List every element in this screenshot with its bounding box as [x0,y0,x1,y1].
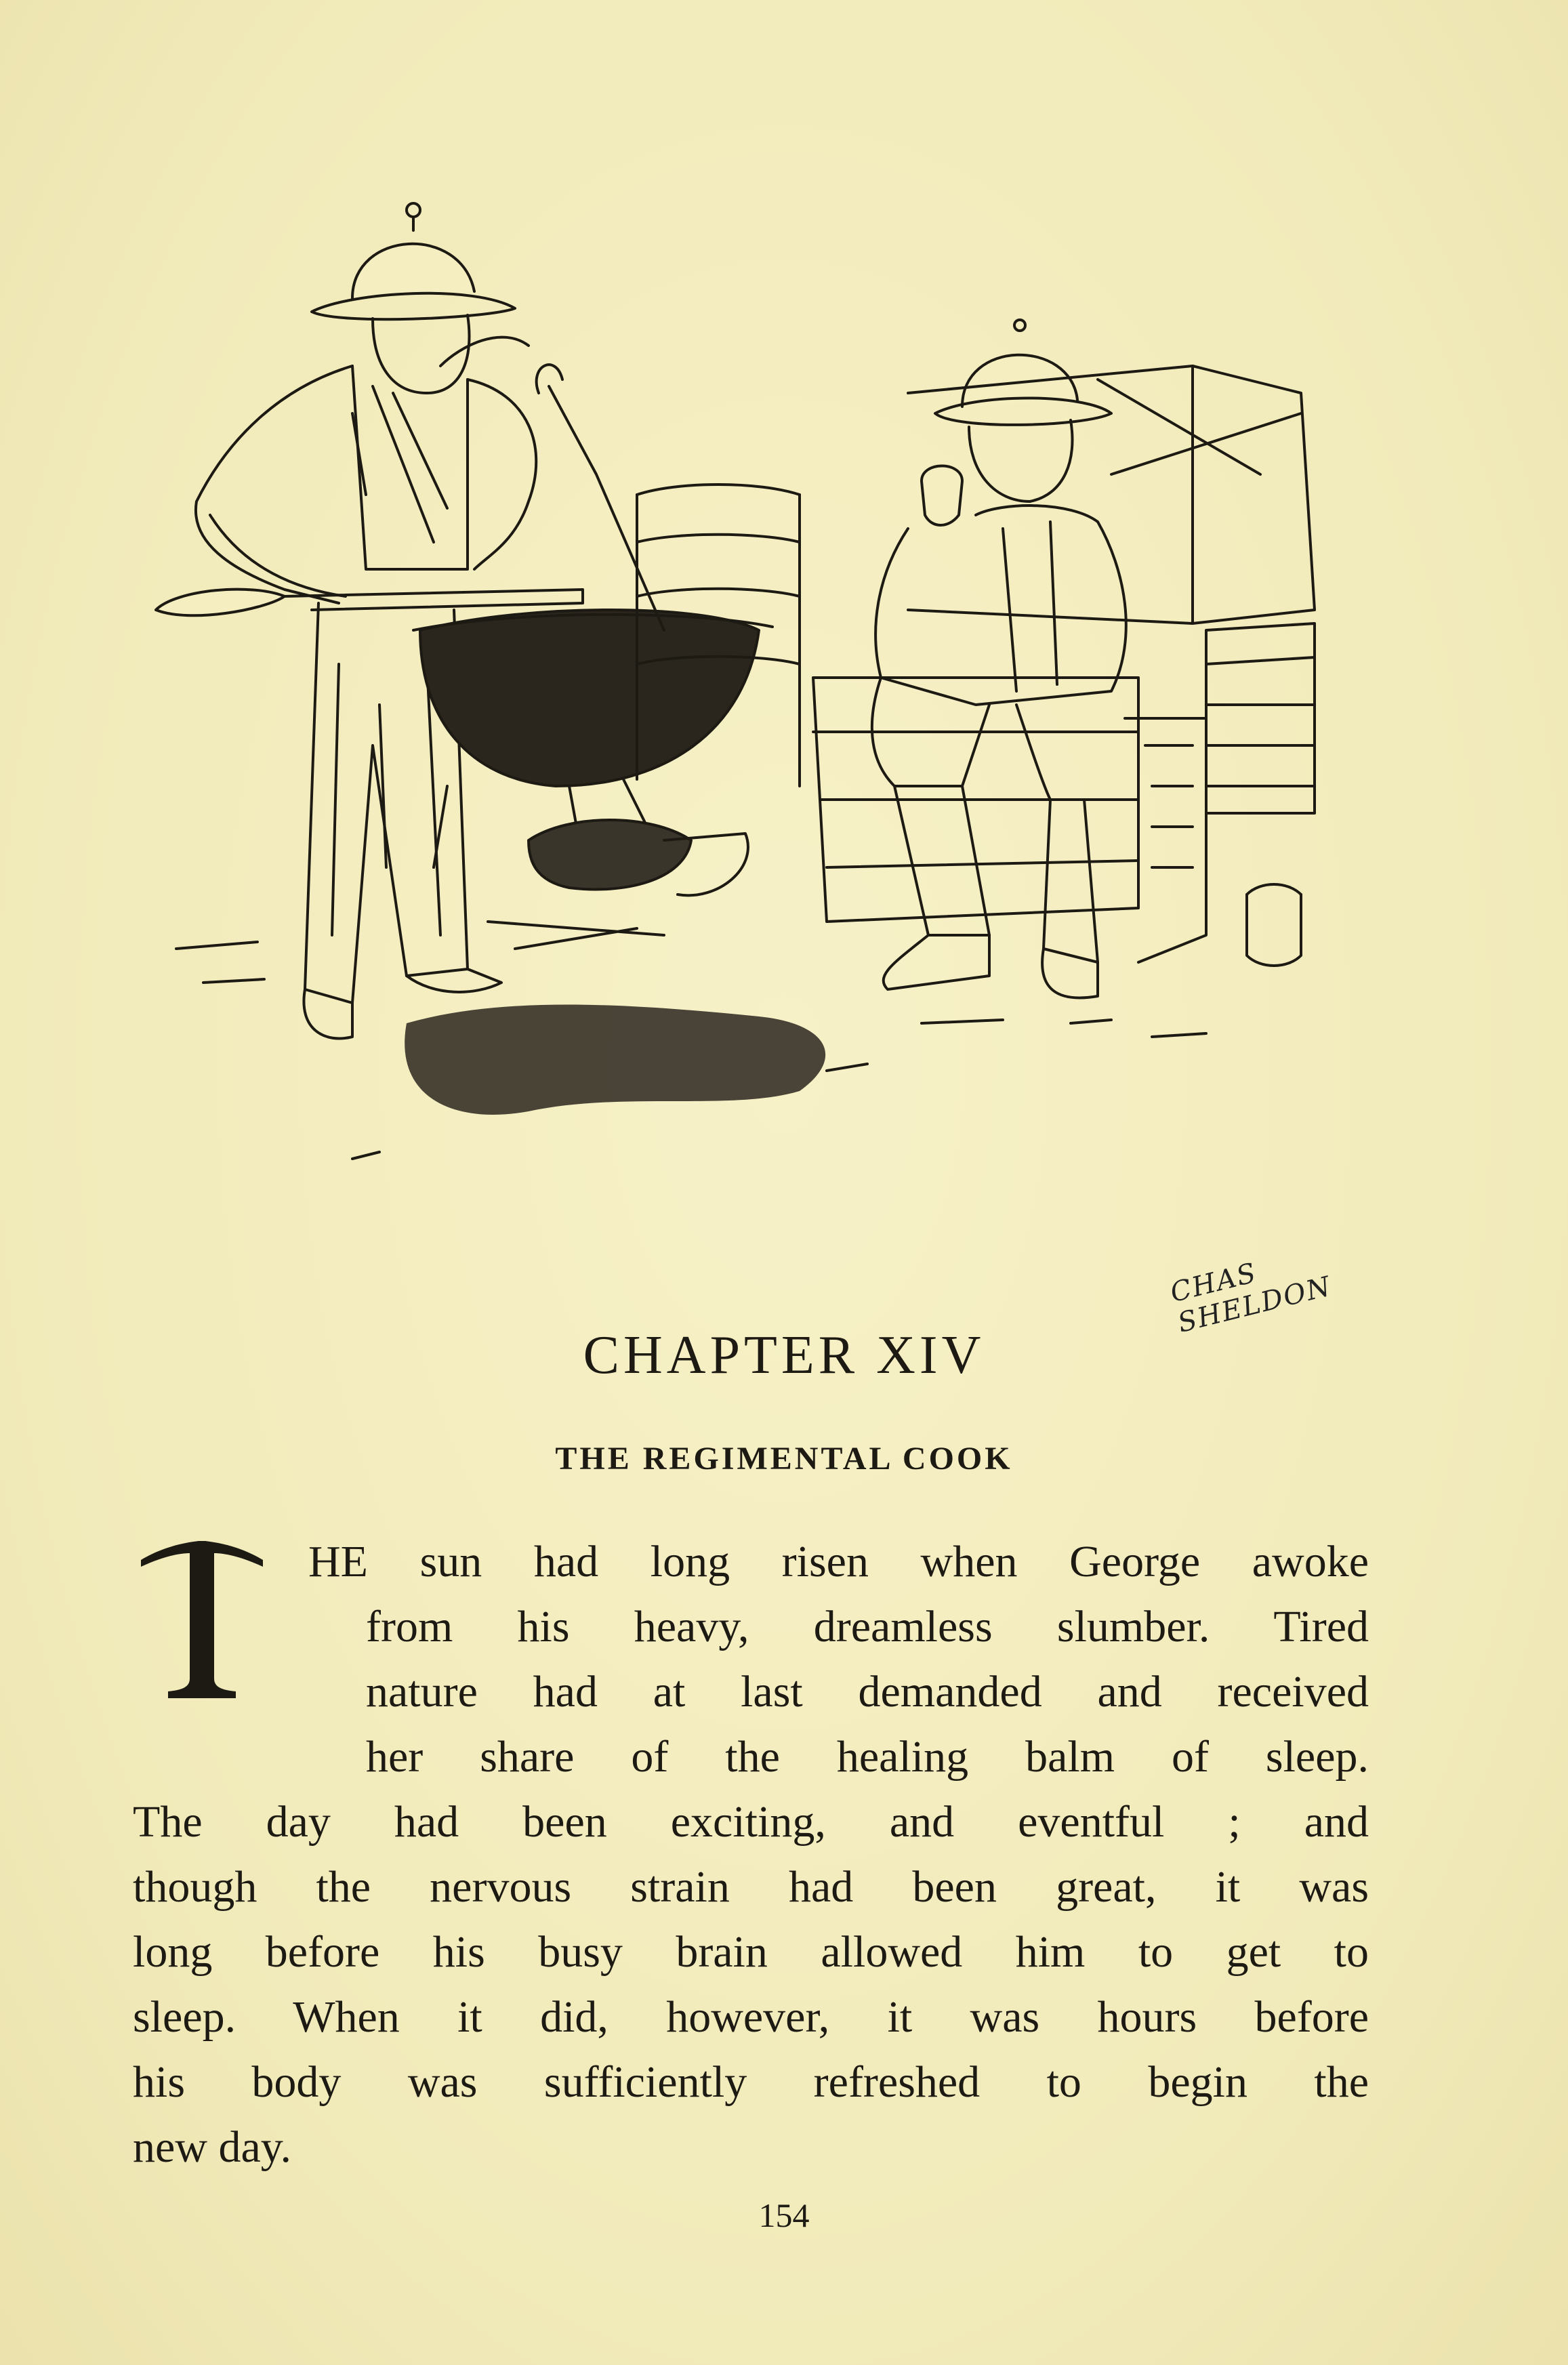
chapter-title: CHAPTER XIV [583,1325,985,1385]
body-line-3: nature had at last demanded and received [366,1667,1369,1716]
cook-and-officer-drawing [149,190,1342,1193]
body-line-2: from his heavy, dreamless slumber. Tired [366,1602,1369,1651]
body-line-6: though the nervous strain had been great, it was [133,1862,1369,1912]
drop-cap [134,1533,270,1702]
chapter-illustration [149,190,1342,1339]
body-line-1: HE sun had long risen when George awoke [308,1537,1369,1586]
drop-cap-t-glyph [134,1533,270,1702]
body-line-10: new day. [133,2122,291,2172]
page-number: 154 [758,2196,810,2234]
body-line-7: long before his busy brain allowed him to get to [133,1927,1369,1977]
artist-signature: CHAS SHELDON [1167,1257,1335,1339]
body-line-8: sleep. When it did, however, it was hours before [133,1992,1369,2042]
chapter-subtitle: THE REGIMENTAL COOK [555,1441,1013,1477]
body-line-9: his body was sufficiently refreshed to begin the [133,2057,1369,2107]
body-line-4: her share of the healing balm of sleep. [366,1732,1369,1782]
body-line-5: The day had been exciting, and eventful ; and [133,1797,1369,1847]
